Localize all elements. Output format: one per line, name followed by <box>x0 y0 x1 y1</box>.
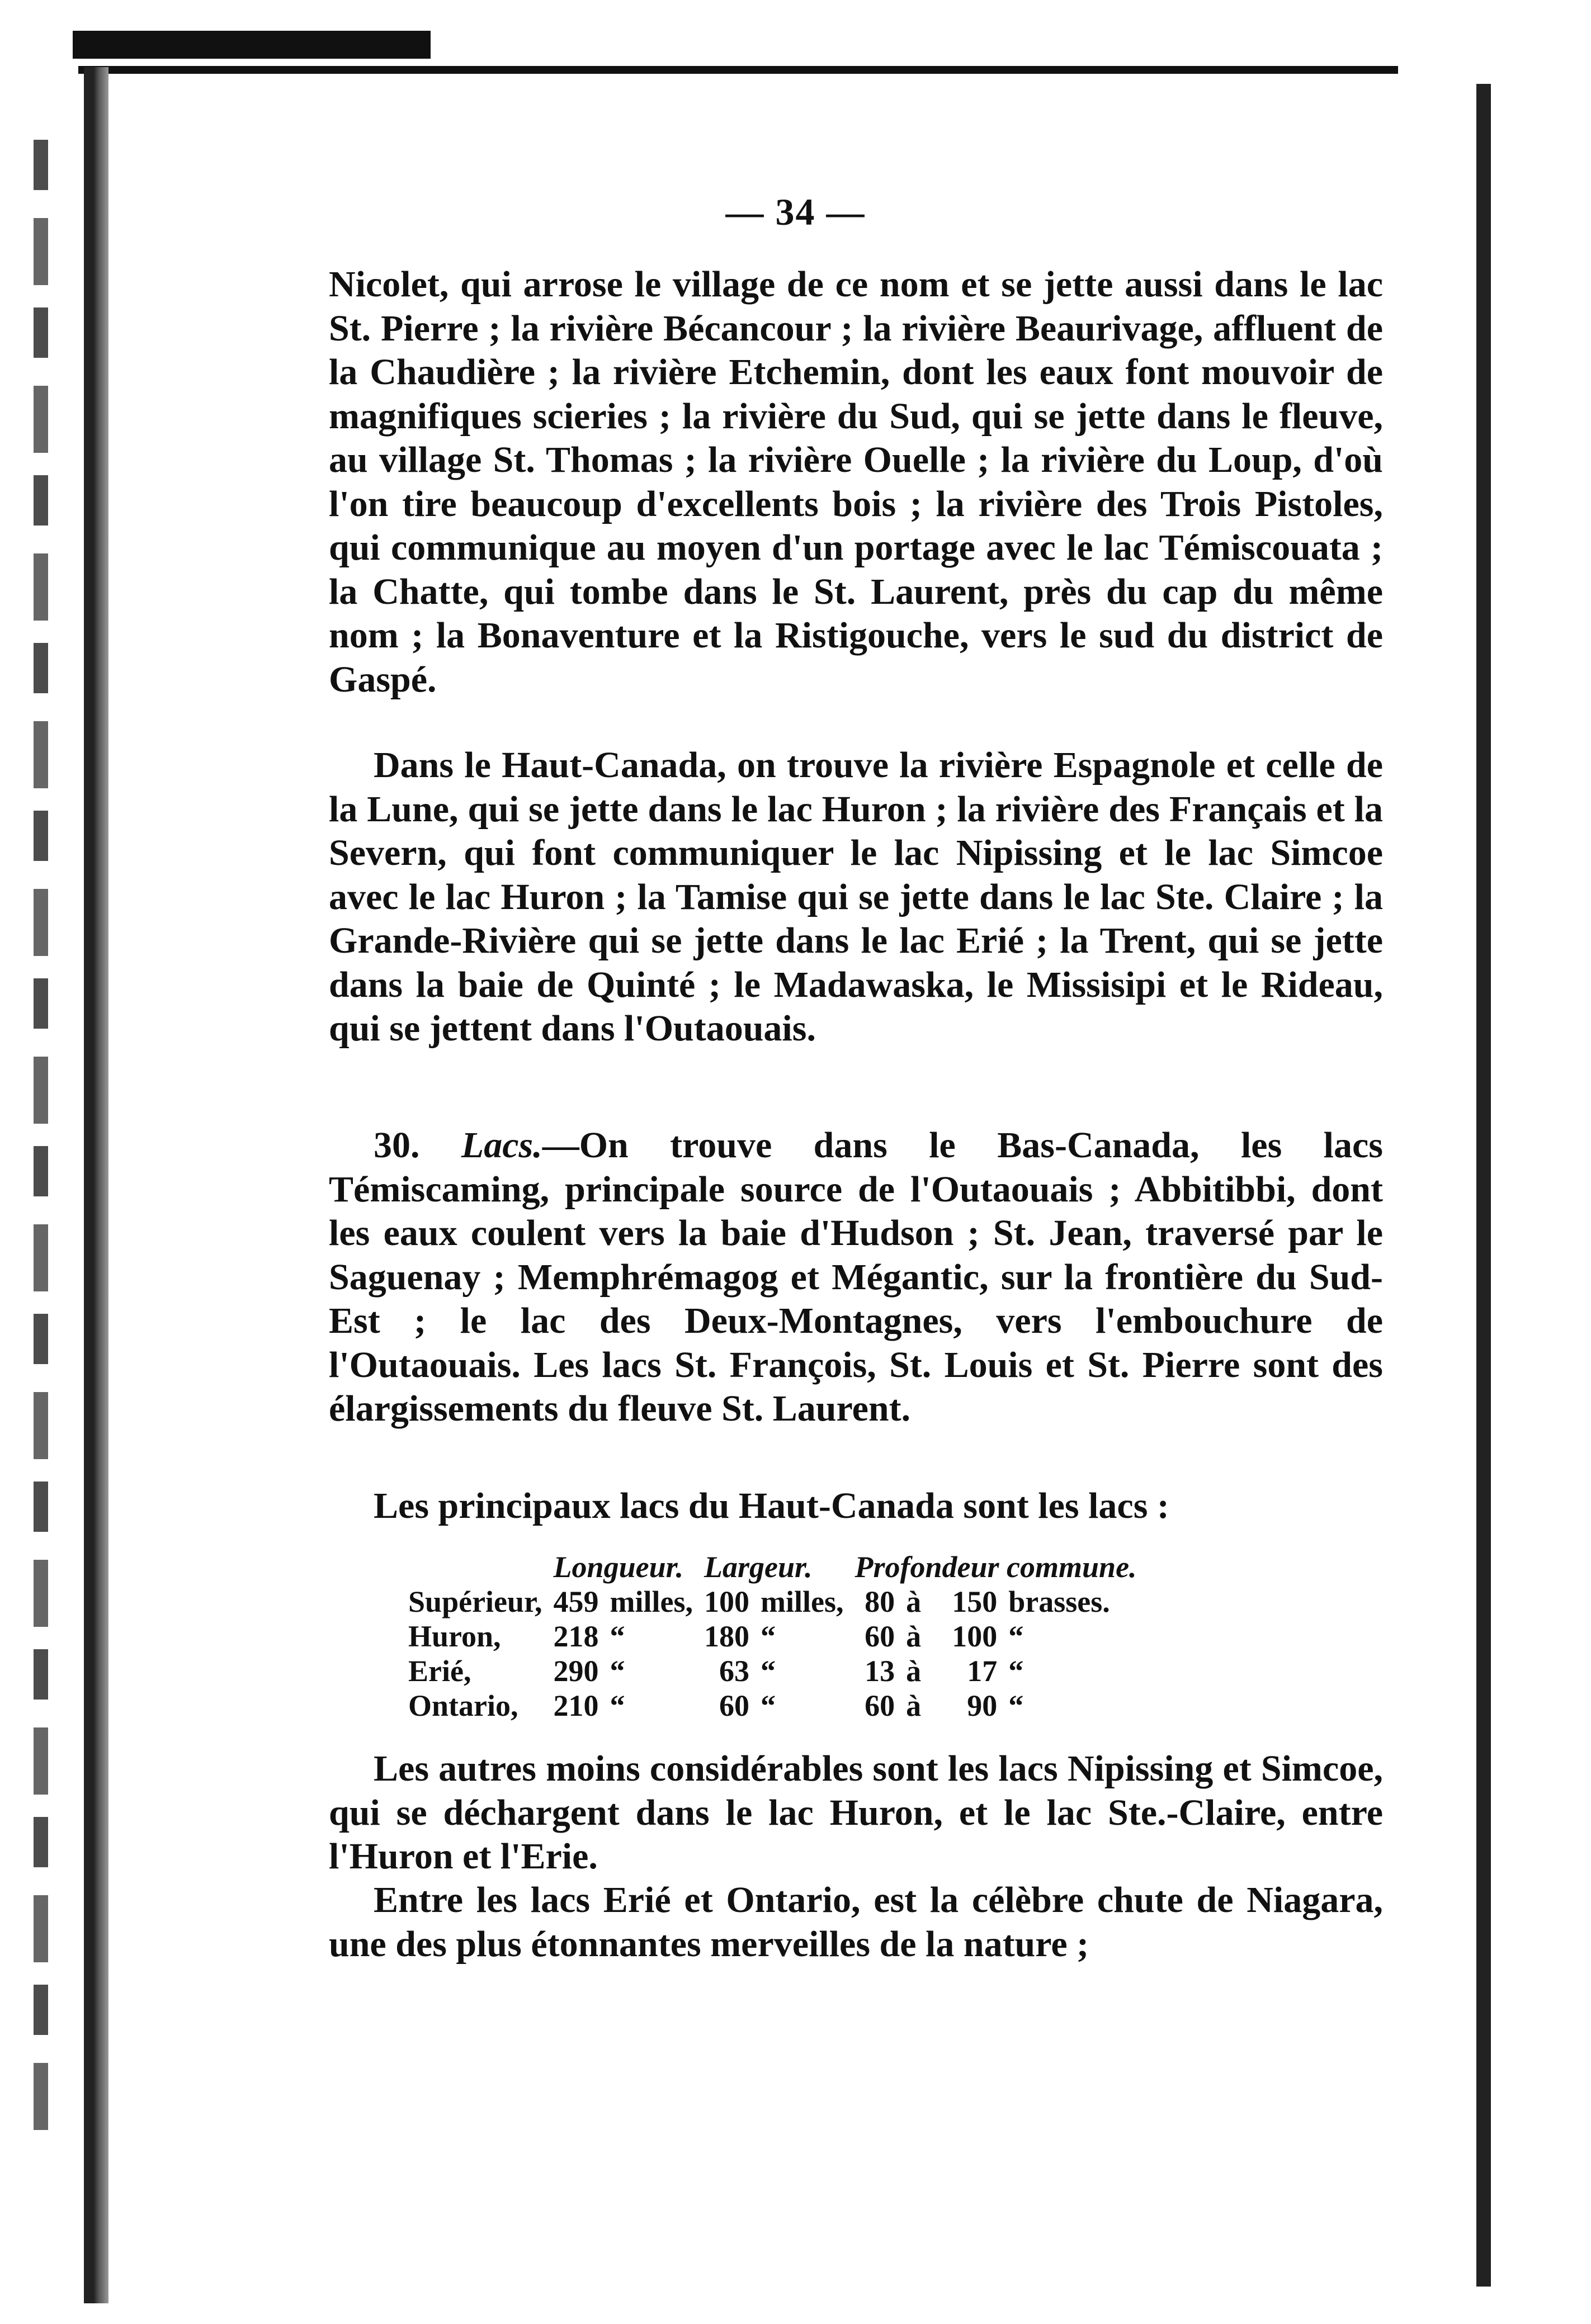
depth-unit: “ <box>1008 1654 1024 1688</box>
table-row <box>403 1584 1143 1619</box>
lake-name: Ontario, <box>408 1689 518 1722</box>
scan-border-left <box>84 67 108 2303</box>
lakes-intro-text: Les principaux lacs du Haut-Canada sont les lacs : <box>374 1485 1169 1526</box>
length-value: 459 <box>553 1585 599 1618</box>
length-value: 218 <box>553 1620 599 1653</box>
lake-name: Huron, <box>408 1620 501 1653</box>
depth-min: 13 <box>865 1654 895 1688</box>
width-value: 60 <box>719 1689 750 1722</box>
depth-unit: brasses. <box>1008 1585 1110 1618</box>
paragraph-text: Dans le Haut-Canada, on trouve la rivière Espagnole et celle de la Lune, qui se jette dans le lac Huron ; la rivière des Français et la Severn, qui font communiquer le lac Nipissing et le lac Simcoe avec le lac Huron ; la Tamise qui se jette dans le lac Ste. Claire ; la Grande-Rivière qui se jette dans le lac Erié ; la Trent, qui se jette dans la baie de Quinté ; le Madawaska, le Missisipi et le Rideau, qui se jettent dans l'Outaouais. <box>329 745 1383 1049</box>
width-unit: milles, <box>761 1585 844 1618</box>
depth-unit: “ <box>1008 1689 1024 1722</box>
table-row <box>403 1619 1143 1654</box>
depth-max: 100 <box>952 1620 998 1653</box>
lakes-intro <box>329 1484 1383 1528</box>
width-value: 180 <box>704 1620 750 1653</box>
header-length: Longueur. <box>553 1550 684 1584</box>
section-number: 30. <box>374 1125 420 1166</box>
depth-min: 80 <box>865 1585 895 1618</box>
section-heading: Lacs. <box>461 1125 542 1166</box>
depth-max: 90 <box>967 1689 998 1722</box>
scan-border-top <box>78 66 1398 74</box>
depth-to: à <box>906 1620 922 1653</box>
scan-border-top-left <box>73 31 431 59</box>
paragraph-rivers-upper-canada <box>329 744 1383 1051</box>
length-value: 210 <box>553 1689 599 1722</box>
header-depth: Profondeur commune. <box>854 1550 1137 1584</box>
length-unit: “ <box>610 1654 625 1688</box>
paragraph-text: Entre les lacs Erié et Ontario, est la célèbre chute de Niagara, une des plus étonnantes merveilles de la nature ; <box>329 1880 1383 1965</box>
depth-unit: “ <box>1008 1620 1024 1653</box>
length-unit: “ <box>610 1689 625 1722</box>
lake-name: Erié, <box>408 1654 471 1688</box>
scan-border-right <box>1476 84 1491 2287</box>
scan-binding-edge <box>34 140 48 2152</box>
depth-min: 60 <box>865 1689 895 1722</box>
width-value: 100 <box>704 1585 750 1618</box>
paragraph-niagara <box>329 1878 1383 1966</box>
depth-max: 150 <box>952 1585 998 1618</box>
lake-name: Supérieur, <box>408 1585 542 1618</box>
depth-min: 60 <box>865 1620 895 1653</box>
depth-to: à <box>906 1585 922 1618</box>
header-width: Largeur. <box>704 1550 813 1584</box>
paragraph-text: Les autres moins considérables sont les lacs Nipissing et Simcoe, qui se déchargent dans le lac Huron, et le lac Ste.-Claire, entre l'Huron et l'Erie. <box>329 1748 1383 1877</box>
table-row <box>403 1688 1143 1723</box>
depth-to: à <box>906 1689 922 1722</box>
width-unit: “ <box>761 1689 776 1722</box>
page-number: — 34 — <box>725 191 866 233</box>
lakes-table <box>403 1550 1143 1723</box>
length-unit: “ <box>610 1620 625 1653</box>
width-unit: “ <box>761 1620 776 1653</box>
lakes-table-header <box>403 1550 1143 1584</box>
paragraph-rivers-lower-canada: Nicolet, qui arrose le village de ce nom et se jette aussi dans le lac St. Pierre ; la rivière Bécancour ; la rivière Beaurivage, affluent de la Chaudière ; la rivière Etchemin, dont les eaux font mouvoir de magnifiques scieries ; la rivière du Sud, qui se jette dans le fleuve, au village St. Thomas ; la rivière Ouelle ; la rivière du Loup, d'où l'on tire beaucoup d'excellents bois ; la rivière des Trois Pistoles, qui communique au moyen d'un portage avec le lac Témiscouata ; la Chatte, qui tombe dans le St. Laurent, près du cap du même nom ; la Bonaventure et la Ristigouche, vers le sud du district de Gaspé. <box>329 264 1383 700</box>
length-value: 290 <box>553 1654 599 1688</box>
length-unit: milles, <box>610 1585 693 1618</box>
width-value: 63 <box>719 1654 750 1688</box>
table-row <box>403 1654 1143 1688</box>
depth-max: 17 <box>967 1654 998 1688</box>
section-text: —On trouve dans le Bas-Canada, les lacs Témiscaming, principale source de l'Outaouais ; Abbitibbi, dont les eaux coulent vers la baie d'Hudson ; St. Jean, traversé par le Saguenay ; Memphrémagog et Mégantic, sur la frontière du Sud-Est ; le lac des Deux-Montagnes, vers l'embouchure de l'Outaouais. Les lacs St. François, St. Louis et St. Pierre sont des élargissements du fleuve St. Laurent. <box>329 1125 1383 1429</box>
section-lakes <box>329 1124 1383 1431</box>
depth-to: à <box>906 1654 922 1688</box>
paragraph-other-lakes <box>329 1747 1383 1879</box>
width-unit: “ <box>761 1654 776 1688</box>
